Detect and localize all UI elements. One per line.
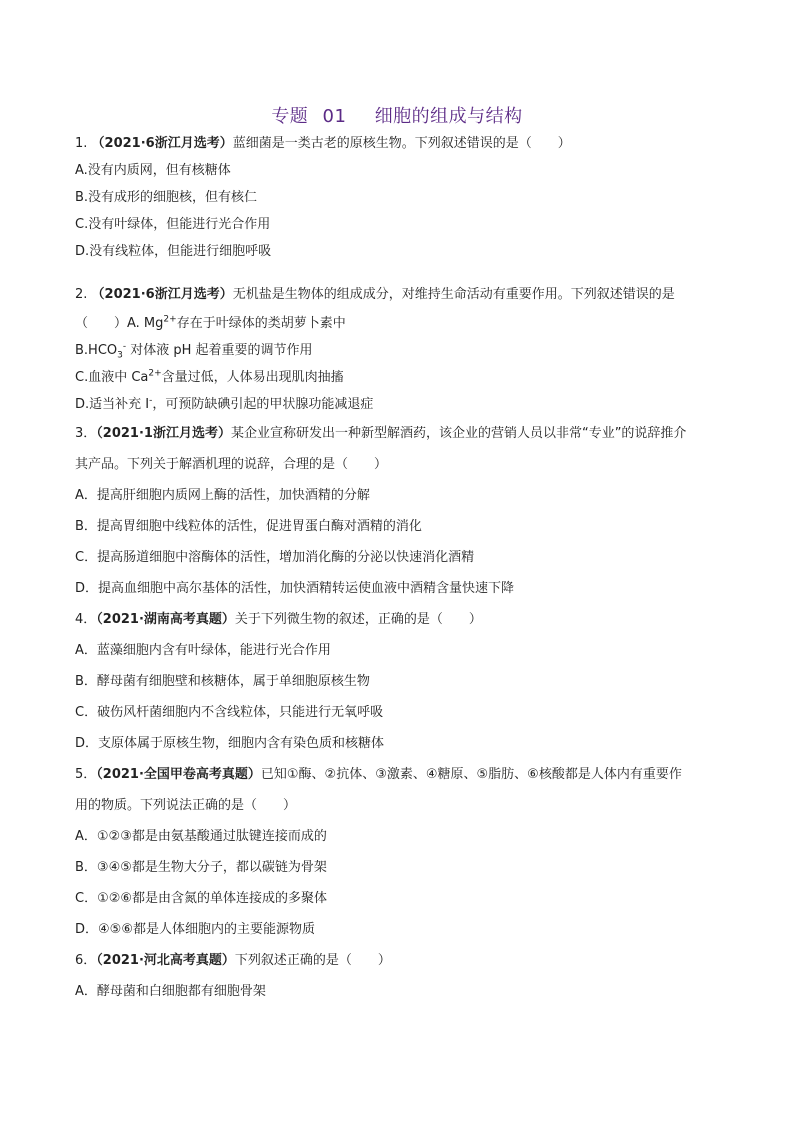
question-stem	[75, 418, 725, 449]
question-text: 某企业宣称研发出一种新型解酒药，该企业的营销人员以非常“专业”的说辞推介	[230, 426, 687, 441]
question-source: （2021·6浙江月选考）	[91, 287, 233, 302]
question-number: 3．	[75, 426, 97, 441]
subscript: 3	[117, 350, 123, 361]
question-6	[75, 945, 725, 1007]
question-source: （2021·湖南高考真题）	[96, 612, 235, 627]
option-c: C．破伤风杆菌细胞内不含线粒体，只能进行无氧呼吸	[75, 705, 384, 720]
question-text: 无机盐是生物体的组成成分，对维持生命活动有重要作用。下列叙述错误的是	[232, 287, 675, 302]
question-number: 2.	[75, 287, 88, 302]
option-b-text-rest: 对体液 pH 起着重要的调节作用	[126, 343, 313, 358]
question-list	[75, 130, 725, 1007]
option-b: B．提高胃细胞中线粒体的活性，促进胃蛋白酶对酒精的消化	[75, 519, 422, 534]
option-c-text-rest: 含量过低，人体易出现肌肉抽搐	[161, 370, 344, 385]
option-a: A．蓝藻细胞内含有叶绿体，能进行光合作用	[75, 643, 331, 658]
question-number: 6．	[75, 953, 97, 968]
option-d: D.没有线粒体，但能进行细胞呼吸	[75, 244, 272, 259]
option-d	[75, 391, 725, 418]
option-c: C．①②⑥都是由含氮的单体连接成的多聚体	[75, 891, 328, 906]
question-source: （2021·1浙江月选考）	[96, 426, 231, 441]
question-1	[75, 130, 725, 265]
question-source: （2021·全国甲卷高考真题）	[96, 767, 261, 782]
question-source: （2021·6浙江月选考）	[91, 136, 233, 151]
question-number: 5．	[75, 767, 97, 782]
option-a-text-rest: 存在于叶绿体的类胡萝卜素中	[176, 316, 346, 331]
question-text-continued: 用的物质。下列说法正确的是（ ）	[75, 798, 297, 813]
option-d-text-rest: ，可预防缺碘引起的甲状腺功能减退症	[152, 397, 374, 412]
option-c: C.没有叶绿体，但能进行光合作用	[75, 217, 271, 232]
option-b	[75, 337, 725, 364]
question-number: 4．	[75, 612, 97, 627]
option-d: D．提高血细胞中高尔基体的活性，加快酒精转运使血液中酒精含量快速下降	[75, 581, 515, 596]
option-b-text: B.HCO	[75, 343, 118, 358]
question-text: 关于下列微生物的叙述，正确的是（ ）	[234, 612, 482, 627]
question-4	[75, 604, 725, 759]
option-a: A．酵母菌和白细胞都有细胞骨架	[75, 984, 266, 999]
option-b: B.没有成形的细胞核，但有核仁	[75, 190, 258, 205]
superscript: -	[122, 341, 127, 352]
question-text: 蓝细菌是一类古老的原核生物。下列叙述错误的是（ ）	[232, 136, 571, 151]
option-a-text: （ ）A. Mg	[75, 316, 164, 331]
option-c: C．提高肠道细胞中溶酶体的活性，增加消化酶的分泌以快速消化酒精	[75, 550, 475, 565]
question-stem	[75, 759, 725, 790]
option-a	[75, 310, 725, 337]
question-stem	[75, 130, 725, 157]
title-number: 01	[322, 106, 347, 127]
option-c-text: C.血液中 Ca	[75, 370, 149, 385]
question-stem	[75, 945, 725, 976]
question-3	[75, 418, 725, 604]
title-text: 细胞的组成与结构	[374, 106, 523, 127]
question-source: （2021·河北高考真题）	[96, 953, 235, 968]
superscript: 2+	[148, 368, 162, 379]
title-prefix: 专题	[271, 106, 309, 127]
option-b: B．③④⑤都是生物大分子，都以碳链为骨架	[75, 860, 327, 875]
question-text: 下列叙述正确的是（ ）	[234, 953, 391, 968]
option-d: D．支原体属于原核生物，细胞内含有染色质和核糖体	[75, 736, 385, 751]
question-text-continued: 其产品。下列关于解酒机理的说辞，合理的是（ ）	[75, 457, 388, 472]
option-a: A．①②③都是由氨基酸通过肽键连接而成的	[75, 829, 327, 844]
question-stem	[75, 279, 725, 310]
option-d-text: D.适当补充 I	[75, 397, 150, 412]
superscript: -	[149, 395, 153, 406]
question-5	[75, 759, 725, 945]
superscript: 2+	[163, 314, 177, 325]
question-2	[75, 279, 725, 418]
question-stem	[75, 604, 725, 635]
option-d: D．④⑤⑥都是人体细胞内的主要能源物质	[75, 922, 315, 937]
option-b: B．酵母菌有细胞壁和核糖体，属于单细胞原核生物	[75, 674, 370, 689]
question-text: 已知①酶、②抗体、③激素、④糖原、⑤脂肪、⑥核酸都是人体内有重要作	[260, 767, 682, 782]
option-a: A．提高肝细胞内质网上酶的活性，加快酒精的分解	[75, 488, 370, 503]
option-c	[75, 364, 725, 391]
page-title	[0, 102, 794, 128]
question-number: 1.	[75, 136, 88, 151]
option-a: A.没有内质网，但有核糖体	[75, 163, 231, 178]
